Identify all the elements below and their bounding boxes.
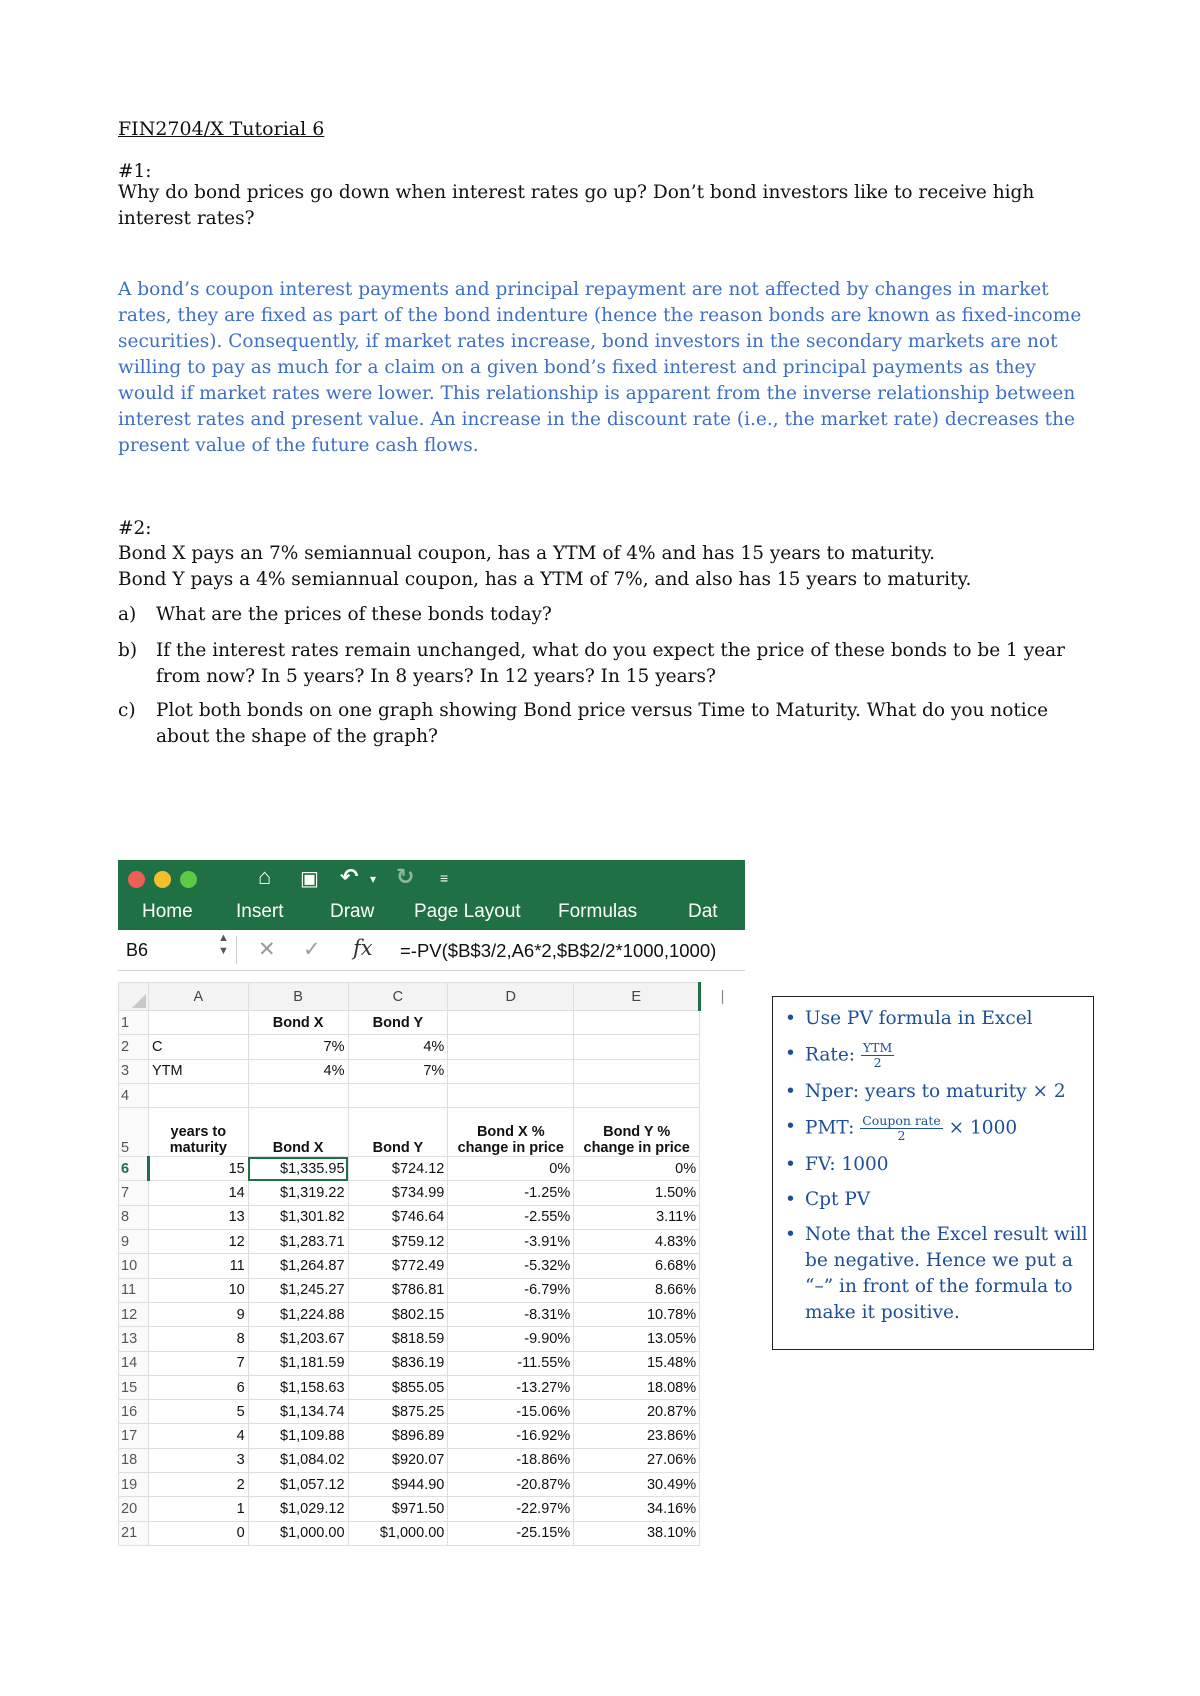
question-2-line: Bond Y pays a 4% semiannual coupon, has a YTM of 7%, and also has 15 years to maturity. xyxy=(118,569,972,590)
note-text: PMT: xyxy=(805,1117,855,1139)
cell[interactable]: 7% xyxy=(248,1035,348,1059)
cell[interactable] xyxy=(148,1011,248,1035)
formula-bar-divider xyxy=(236,936,237,964)
cancel-icon[interactable]: ✕ xyxy=(258,938,276,961)
row-header[interactable]: 5 xyxy=(119,1108,149,1157)
row-header[interactable]: 21 xyxy=(119,1521,149,1545)
cell[interactable]: $786.81 xyxy=(348,1278,448,1302)
cell[interactable]: $875.25 xyxy=(348,1400,448,1424)
note-line: • Note that the Excel result will xyxy=(805,1224,1088,1245)
subpart-line: about the shape of the graph? xyxy=(156,726,438,747)
subpart-line: Plot both bonds on one graph showing Bond price versus Time to Maturity. What do you notice xyxy=(156,700,1049,721)
note-text: × 1000 xyxy=(948,1117,1018,1139)
formula-bar xyxy=(118,930,745,971)
redo-icon[interactable]: ↻ xyxy=(396,864,415,889)
cell[interactable]: 1 xyxy=(148,1497,248,1521)
column-header[interactable]: A xyxy=(148,983,248,1011)
row-header[interactable]: 8 xyxy=(119,1205,149,1229)
tab-page-layout[interactable]: Page Layout xyxy=(414,901,521,922)
cell[interactable]: $1,245.27 xyxy=(248,1278,348,1302)
cell[interactable]: 9 xyxy=(148,1302,248,1326)
rate-fraction xyxy=(861,1041,894,1070)
cell[interactable]: -22.97% xyxy=(448,1497,574,1521)
spreadsheet-grid xyxy=(118,982,745,1546)
question-1-line: interest rates? xyxy=(118,208,255,229)
table-row xyxy=(119,1157,745,1181)
cell[interactable]: 13 xyxy=(148,1205,248,1229)
tab-data[interactable]: Dat xyxy=(688,901,718,922)
table-row xyxy=(119,1011,745,1035)
cell[interactable]: 5 xyxy=(148,1400,248,1424)
cell[interactable]: $971.50 xyxy=(348,1497,448,1521)
cell[interactable] xyxy=(574,1035,700,1059)
fraction-numerator: Coupon rate xyxy=(862,1113,941,1128)
cell[interactable]: -20.87% xyxy=(448,1473,574,1497)
subpart-line: What are the prices of these bonds today? xyxy=(156,604,552,625)
cell[interactable]: $920.07 xyxy=(348,1448,448,1472)
cell[interactable]: $896.89 xyxy=(348,1424,448,1448)
note-text: FV: 1000 xyxy=(805,1154,889,1175)
column-header[interactable]: B xyxy=(248,983,348,1011)
customize-toolbar-icon[interactable]: ≡ xyxy=(440,870,449,886)
fraction-denominator: 2 xyxy=(873,1055,882,1070)
cell[interactable]: 18.08% xyxy=(574,1375,700,1399)
minimize-window-dot[interactable] xyxy=(154,871,171,888)
cell[interactable]: -2.55% xyxy=(448,1205,574,1229)
question-1-answer xyxy=(118,277,1108,459)
table-row xyxy=(119,1497,745,1521)
cell-line: change in price xyxy=(583,1140,690,1157)
cell[interactable]: -3.91% xyxy=(448,1230,574,1254)
question-2-text xyxy=(118,541,1108,593)
cell[interactable]: YTM xyxy=(148,1059,248,1083)
subpart-label: a) xyxy=(118,604,137,625)
table-row xyxy=(119,1424,745,1448)
cell[interactable]: -25.15% xyxy=(448,1521,574,1545)
maximize-window-dot[interactable] xyxy=(180,871,197,888)
cell[interactable]: 0% xyxy=(574,1157,700,1181)
cell[interactable] xyxy=(348,1083,448,1107)
cell[interactable]: 7% xyxy=(348,1059,448,1083)
cell[interactable]: $1,181.59 xyxy=(248,1351,348,1375)
row-header[interactable]: 13 xyxy=(119,1327,149,1351)
cell[interactable] xyxy=(574,1011,700,1035)
cell[interactable]: $802.15 xyxy=(348,1302,448,1326)
list-item xyxy=(805,1222,1093,1326)
cell[interactable]: $746.64 xyxy=(348,1205,448,1229)
close-window-dot[interactable] xyxy=(128,871,145,888)
cell[interactable]: $1,301.82 xyxy=(248,1205,348,1229)
answer-line: securities). Consequently, if market rates increase, bond investors in the secondary markets are not xyxy=(118,331,1058,352)
notes-list xyxy=(773,1006,1093,1326)
cell[interactable]: -8.31% xyxy=(448,1302,574,1326)
tab-formulas[interactable]: Formulas xyxy=(558,901,638,922)
table-row xyxy=(119,1448,745,1472)
cell[interactable]: -18.86% xyxy=(448,1448,574,1472)
cell[interactable]: -1.25% xyxy=(448,1181,574,1205)
cell[interactable]: 3 xyxy=(148,1448,248,1472)
cell[interactable]: $1,224.88 xyxy=(248,1302,348,1326)
note-text: Use PV formula in Excel xyxy=(805,1008,1033,1029)
cell[interactable]: 27.06% xyxy=(574,1448,700,1472)
note-text: Rate: xyxy=(805,1044,855,1066)
cell[interactable]: $772.49 xyxy=(348,1254,448,1278)
cell[interactable]: 23.86% xyxy=(574,1424,700,1448)
row-header[interactable]: 11 xyxy=(119,1278,149,1302)
cell[interactable]: 38.10% xyxy=(574,1521,700,1545)
column-header[interactable]: D xyxy=(448,983,574,1011)
cell[interactable]: Bond Y xyxy=(348,1011,448,1035)
cell[interactable]: 3.11% xyxy=(574,1205,700,1229)
home-icon[interactable]: ⌂ xyxy=(258,864,272,889)
cell[interactable] xyxy=(448,1035,574,1059)
row-header[interactable]: 16 xyxy=(119,1400,149,1424)
cell[interactable] xyxy=(148,1083,248,1107)
tab-insert[interactable]: Insert xyxy=(236,901,284,922)
cell[interactable]: $1,283.71 xyxy=(248,1230,348,1254)
table-header-row xyxy=(119,1108,745,1157)
cell[interactable]: Bond X xyxy=(248,1011,348,1035)
note-line: “–” in front of the formula to xyxy=(805,1276,1073,1297)
cell[interactable]: $1,319.22 xyxy=(248,1181,348,1205)
cell[interactable]: $1,335.95 xyxy=(248,1157,348,1181)
cell[interactable]: 14 xyxy=(148,1181,248,1205)
fx-icon[interactable]: fx xyxy=(353,936,373,960)
cell[interactable] xyxy=(148,1108,248,1157)
answer-line: would if market rates were lower. This relationship is apparent from the inverse relationship between xyxy=(118,383,1076,404)
cell[interactable] xyxy=(448,1108,574,1157)
cell[interactable] xyxy=(448,1083,574,1107)
cell[interactable] xyxy=(448,1011,574,1035)
cell[interactable] xyxy=(248,1083,348,1107)
save-icon[interactable]: ▣ xyxy=(300,868,319,890)
cell[interactable]: $1,000.00 xyxy=(248,1521,348,1545)
cell[interactable]: $1,264.87 xyxy=(248,1254,348,1278)
formula-input[interactable]: =-PV($B$3/2,A6*2,$B$2/2*1000,1000) xyxy=(400,940,717,961)
row-header[interactable]: 15 xyxy=(119,1375,149,1399)
cell[interactable]: $1,158.63 xyxy=(248,1375,348,1399)
note-text: Nper: years to maturity × 2 xyxy=(805,1081,1066,1102)
note-line: make it positive. xyxy=(805,1302,960,1323)
cell[interactable]: 4% xyxy=(348,1035,448,1059)
row-header[interactable]: 7 xyxy=(119,1181,149,1205)
cell[interactable]: 20.87% xyxy=(574,1400,700,1424)
row-header[interactable]: 17 xyxy=(119,1424,149,1448)
answer-line: interest rates and present value. An increase in the discount rate (i.e., the market rate) decreases the xyxy=(118,409,1075,430)
enter-icon[interactable]: ✓ xyxy=(303,938,321,961)
cell[interactable]: $1,084.02 xyxy=(248,1448,348,1472)
row-header[interactable]: 9 xyxy=(119,1230,149,1254)
question-1-line: Why do bond prices go down when interest rates go up? Don’t bond investors like to receive high xyxy=(118,182,1035,203)
table-row xyxy=(119,1302,745,1326)
cell[interactable]: $836.19 xyxy=(348,1351,448,1375)
table-row xyxy=(119,1035,745,1059)
cell[interactable]: $855.05 xyxy=(348,1375,448,1399)
table-row xyxy=(119,1351,745,1375)
answer-line: willing to pay as much for a claim on a given bond’s fixed interest and principal payments as they xyxy=(118,357,1036,378)
cell[interactable]: $1,029.12 xyxy=(248,1497,348,1521)
cell[interactable]: 4 xyxy=(148,1424,248,1448)
cell[interactable] xyxy=(574,1108,700,1157)
cell[interactable]: $1,000.00 xyxy=(348,1521,448,1545)
list-item xyxy=(805,1114,1093,1143)
table-row xyxy=(119,1254,745,1278)
cell[interactable]: -11.55% xyxy=(448,1351,574,1375)
cell[interactable]: 7 xyxy=(148,1351,248,1375)
cell-line: Bond Y % xyxy=(603,1124,671,1141)
table-row xyxy=(119,1327,745,1351)
cell[interactable]: 15.48% xyxy=(574,1351,700,1375)
undo-dropdown-icon[interactable]: ▾ xyxy=(370,872,377,886)
table-row xyxy=(119,1083,745,1107)
table-row xyxy=(119,1400,745,1424)
notes-box xyxy=(772,996,1094,1350)
cell-line: years to xyxy=(170,1124,227,1141)
question-2-line: Bond X pays an 7% semiannual coupon, has a YTM of 4% and has 15 years to maturity. xyxy=(118,543,935,564)
table-row xyxy=(119,1205,745,1229)
cell[interactable]: 10 xyxy=(148,1278,248,1302)
tab-draw[interactable]: Draw xyxy=(330,901,375,922)
name-box[interactable]: B6 xyxy=(126,940,149,960)
cell[interactable]: -15.06% xyxy=(448,1400,574,1424)
cell[interactable]: -5.32% xyxy=(448,1254,574,1278)
cell[interactable]: $759.12 xyxy=(348,1230,448,1254)
subpart-label: c) xyxy=(118,700,136,721)
cell[interactable]: Bond X xyxy=(248,1108,348,1157)
list-item xyxy=(805,1041,1093,1070)
column-header[interactable]: C xyxy=(348,983,448,1011)
excel-screenshot xyxy=(118,860,745,1560)
excel-ribbon xyxy=(118,860,745,930)
answer-line: present value of the future cash flows. xyxy=(118,435,479,456)
cell[interactable]: 2 xyxy=(148,1473,248,1497)
data-rows xyxy=(119,1157,745,1546)
select-all-corner[interactable] xyxy=(119,983,149,1011)
cell[interactable]: $944.90 xyxy=(348,1473,448,1497)
row-header[interactable]: 4 xyxy=(119,1083,149,1107)
cell[interactable]: 11 xyxy=(148,1254,248,1278)
row-header[interactable]: 2 xyxy=(119,1035,149,1059)
question-1-number: #1: xyxy=(118,161,152,182)
document-title: FIN2704/X Tutorial 6 xyxy=(118,118,325,140)
cell[interactable]: $1,134.74 xyxy=(248,1400,348,1424)
list-item xyxy=(805,1187,1093,1213)
row-header[interactable]: 10 xyxy=(119,1254,149,1278)
row-header[interactable]: 6 xyxy=(119,1157,149,1181)
subpart-label: b) xyxy=(118,640,138,661)
row-header[interactable]: 12 xyxy=(119,1302,149,1326)
cell[interactable]: $724.12 xyxy=(348,1157,448,1181)
cell[interactable]: 6 xyxy=(148,1375,248,1399)
row-header[interactable]: 14 xyxy=(119,1351,149,1375)
row-header[interactable]: 3 xyxy=(119,1059,149,1083)
table-row xyxy=(119,1375,745,1399)
column-edge-marker: | xyxy=(720,988,725,1005)
cell[interactable]: 0 xyxy=(148,1521,248,1545)
answer-line: rates, they are fixed as part of the bond indenture (hence the reason bonds are known as fixed-income xyxy=(118,305,1082,326)
table-row xyxy=(119,1181,745,1205)
row-header[interactable]: 18 xyxy=(119,1448,149,1472)
cell[interactable]: 30.49% xyxy=(574,1473,700,1497)
cell[interactable]: -6.79% xyxy=(448,1278,574,1302)
cell[interactable] xyxy=(448,1059,574,1083)
cell[interactable]: $1,203.67 xyxy=(248,1327,348,1351)
note-text: Cpt PV xyxy=(805,1189,871,1210)
table-row xyxy=(119,1521,745,1545)
cell[interactable]: 8.66% xyxy=(574,1278,700,1302)
cell[interactable]: $818.59 xyxy=(348,1327,448,1351)
cell[interactable]: $1,109.88 xyxy=(248,1424,348,1448)
row-header[interactable]: 19 xyxy=(119,1473,149,1497)
cell[interactable]: $734.99 xyxy=(348,1181,448,1205)
list-item xyxy=(805,1152,1093,1178)
cell[interactable]: 6.68% xyxy=(574,1254,700,1278)
question-2-number: #2: xyxy=(118,518,152,539)
pmt-fraction xyxy=(860,1114,943,1143)
row-header[interactable]: 20 xyxy=(119,1497,149,1521)
cell[interactable]: $1,057.12 xyxy=(248,1473,348,1497)
cell[interactable]: -13.27% xyxy=(448,1375,574,1399)
cell[interactable]: -16.92% xyxy=(448,1424,574,1448)
cell[interactable]: -9.90% xyxy=(448,1327,574,1351)
tab-home[interactable]: Home xyxy=(142,901,193,922)
undo-icon[interactable]: ↶ xyxy=(340,864,359,889)
cell-line: Bond X % xyxy=(476,1124,545,1141)
cell[interactable]: 0% xyxy=(448,1157,574,1181)
fraction-denominator: 2 xyxy=(897,1128,906,1143)
list-item xyxy=(805,1006,1093,1032)
name-box-stepper-icon[interactable]: ▲ ▼ xyxy=(218,932,229,957)
cell[interactable]: 34.16% xyxy=(574,1497,700,1521)
table-row xyxy=(119,1230,745,1254)
note-line: be negative. Hence we put a xyxy=(805,1250,1073,1271)
column-header[interactable]: E xyxy=(574,983,700,1011)
subpart-line: If the interest rates remain unchanged, what do you expect the price of these bonds to be 1 year xyxy=(156,640,1065,661)
cell[interactable]: 1.50% xyxy=(574,1181,700,1205)
cell[interactable]: 10.78% xyxy=(574,1302,700,1326)
fraction-numerator: YTM xyxy=(862,1040,893,1055)
cell-line: maturity xyxy=(169,1140,227,1157)
cell[interactable]: 4% xyxy=(248,1059,348,1083)
cell[interactable] xyxy=(574,1059,700,1083)
row-header[interactable]: 1 xyxy=(119,1011,149,1035)
table-row xyxy=(119,1059,745,1083)
cell[interactable]: Bond Y xyxy=(348,1108,448,1157)
cell-line: change in price xyxy=(457,1140,564,1157)
list-item xyxy=(805,1079,1093,1105)
cell[interactable]: 12 xyxy=(148,1230,248,1254)
cell[interactable]: 4.83% xyxy=(574,1230,700,1254)
cell[interactable] xyxy=(574,1083,700,1107)
cell[interactable]: 13.05% xyxy=(574,1327,700,1351)
table-row xyxy=(119,1473,745,1497)
column-header-row xyxy=(119,983,745,1011)
question-1-text xyxy=(118,180,1108,232)
cell[interactable]: C xyxy=(148,1035,248,1059)
answer-line: A bond’s coupon interest payments and principal repayment are not affected by changes in market xyxy=(118,279,1049,300)
table-row xyxy=(119,1278,745,1302)
cell[interactable]: 8 xyxy=(148,1327,248,1351)
subpart-line: from now? In 5 years? In 8 years? In 12 years? In 15 years? xyxy=(156,666,716,687)
cell[interactable]: 15 xyxy=(148,1157,248,1181)
